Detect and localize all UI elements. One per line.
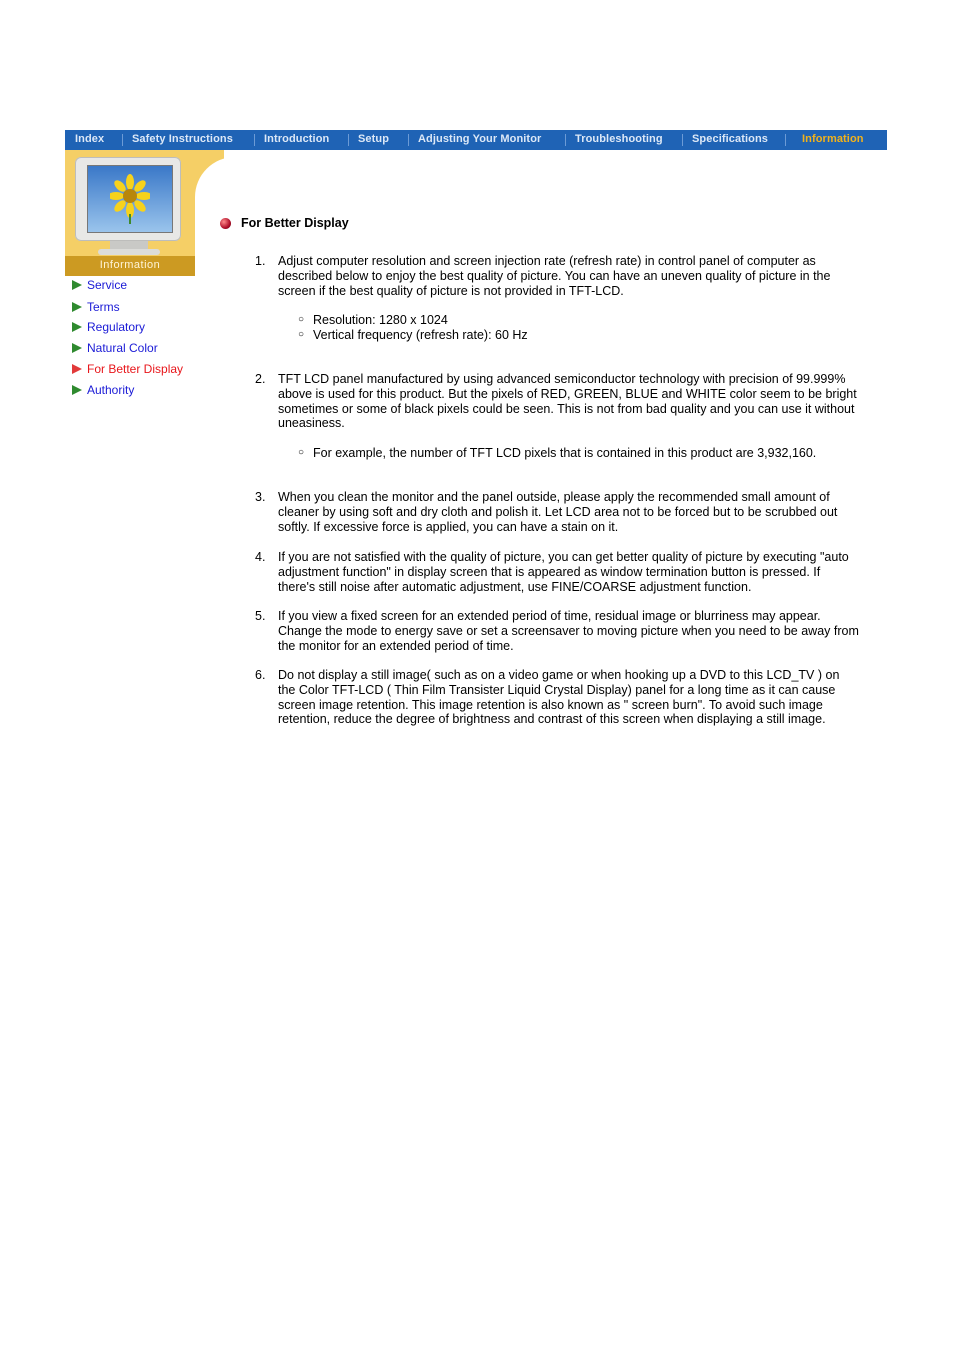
monitor-illustration [75,157,181,241]
nav-information[interactable]: Information [802,133,864,145]
nav-introduction[interactable]: Introduction [264,133,330,145]
side-menu-item-regulatory[interactable] [72,319,145,335]
circle-bullet-icon: ○ [298,314,305,325]
nav-separator [348,134,349,146]
side-menu-item-natural-color[interactable] [72,340,158,356]
monitor-neck [110,241,148,249]
nav-separator [122,134,123,146]
list-item-text: When you clean the monitor and the panel outside, please apply the recommended small amount of cleaner by using soft and dry cloth and polish it. Let LCD area not to be forced but to be scrubbed out softly. If excessive force is applied, you can have a stain on it. [278,490,838,534]
arrow-right-icon [72,302,82,312]
side-menu-item-label: Service [87,278,128,292]
circle-bullet-icon: ○ [298,447,305,458]
side-menu-item-label: Natural Color [87,341,158,355]
monitor-screen [87,165,173,233]
sub-list-item-text: For example, the number of TFT LCD pixels that is contained in this product are 3,932,160. [313,446,817,460]
arrow-right-icon [72,280,82,290]
list-item-number: 3. [255,490,266,504]
top-navigation-bar [65,130,887,150]
list-item-number: 4. [255,550,266,564]
list-item-number: 5. [255,609,266,623]
nav-adjusting-your-monitor[interactable]: Adjusting Your Monitor [418,133,542,145]
arrow-right-icon [72,385,82,395]
circle-bullet-icon: ○ [298,329,305,340]
list-item-number: 1. [255,254,266,268]
side-menu-item-service[interactable] [72,277,127,293]
side-menu-item-label: For Better Display [87,362,184,376]
nav-separator [785,134,786,146]
nav-safety-instructions[interactable]: Safety Instructions [132,133,233,145]
arrow-right-icon [72,364,82,374]
sub-list-item-text: Vertical frequency (refresh rate): 60 Hz [313,328,528,342]
nav-separator [682,134,683,146]
page-title-text: For Better Display [241,216,349,230]
list-item-number: 2. [255,372,266,386]
side-menu-item-authority[interactable] [72,382,134,398]
monitor-base [98,249,160,255]
list-item-text: Adjust computer resolution and screen injection rate (refresh rate) in control panel of computer as described below to enjoy the best quality of picture. You can have an uneven quality of picture in the screen if the best quality of picture is not provided in TFT-LCD. [278,254,831,298]
side-menu-item-terms[interactable] [72,299,120,315]
nav-separator [254,134,255,146]
nav-separator [408,134,409,146]
arrow-right-icon [72,343,82,353]
list-item-number: 6. [255,668,266,682]
section-label: Information [65,256,195,276]
nav-troubleshooting[interactable]: Troubleshooting [575,133,663,145]
side-menu-item-label: Authority [87,383,135,397]
bullet-ball-icon [220,218,231,229]
list-item-text: Do not display a still image( such as on a video game or when hooking up a DVD to this LCD_TV ) on the Color TFT-LCD ( Thin Film Transister Liquid Crystal Display) panel for a long time as it can cause screen image retention. This image retention is also known as " screen burn". To avoid such image retention, reduce the degree of brightness and contrast of this screen when displaying a still image. [278,668,840,727]
sub-list-item-text: Resolution: 1280 x 1024 [313,313,448,327]
list-item-text: If you are not satisfied with the quality of picture, you can get better quality of picture by executing "auto adjustment function" in display screen that is appeared as window termination button is pressed. If there's still noise after automatic adjustment, use FINE/COARSE adjustment function. [278,550,849,594]
list-item-text: If you view a fixed screen for an extended period of time, residual image or blurriness may appear. Change the mode to energy save or set a screensaver to moving picture when you need to be away from the monitor for an extended period of time. [278,609,859,653]
nav-separator [565,134,566,146]
nav-setup[interactable]: Setup [358,133,390,145]
side-menu-item-label: Terms [87,300,120,314]
list-item-text: TFT LCD panel manufactured by using advanced semiconductor technology with precision of 99.999% above is used for this product. But the pixels of RED, GREEN, BLUE and WHITE color seem to be bright sometimes or some of black pixels could be seen. This is not from bad quality and you can use it without uneasiness. [278,372,857,431]
page-title [220,216,349,230]
arrow-right-icon [72,322,82,332]
side-menu-item-for-better-display[interactable] [72,361,183,377]
nav-index[interactable]: Index [75,133,105,145]
sunflower-icon [110,174,150,224]
side-menu-item-label: Regulatory [87,320,146,334]
nav-specifications[interactable]: Specifications [692,133,768,145]
